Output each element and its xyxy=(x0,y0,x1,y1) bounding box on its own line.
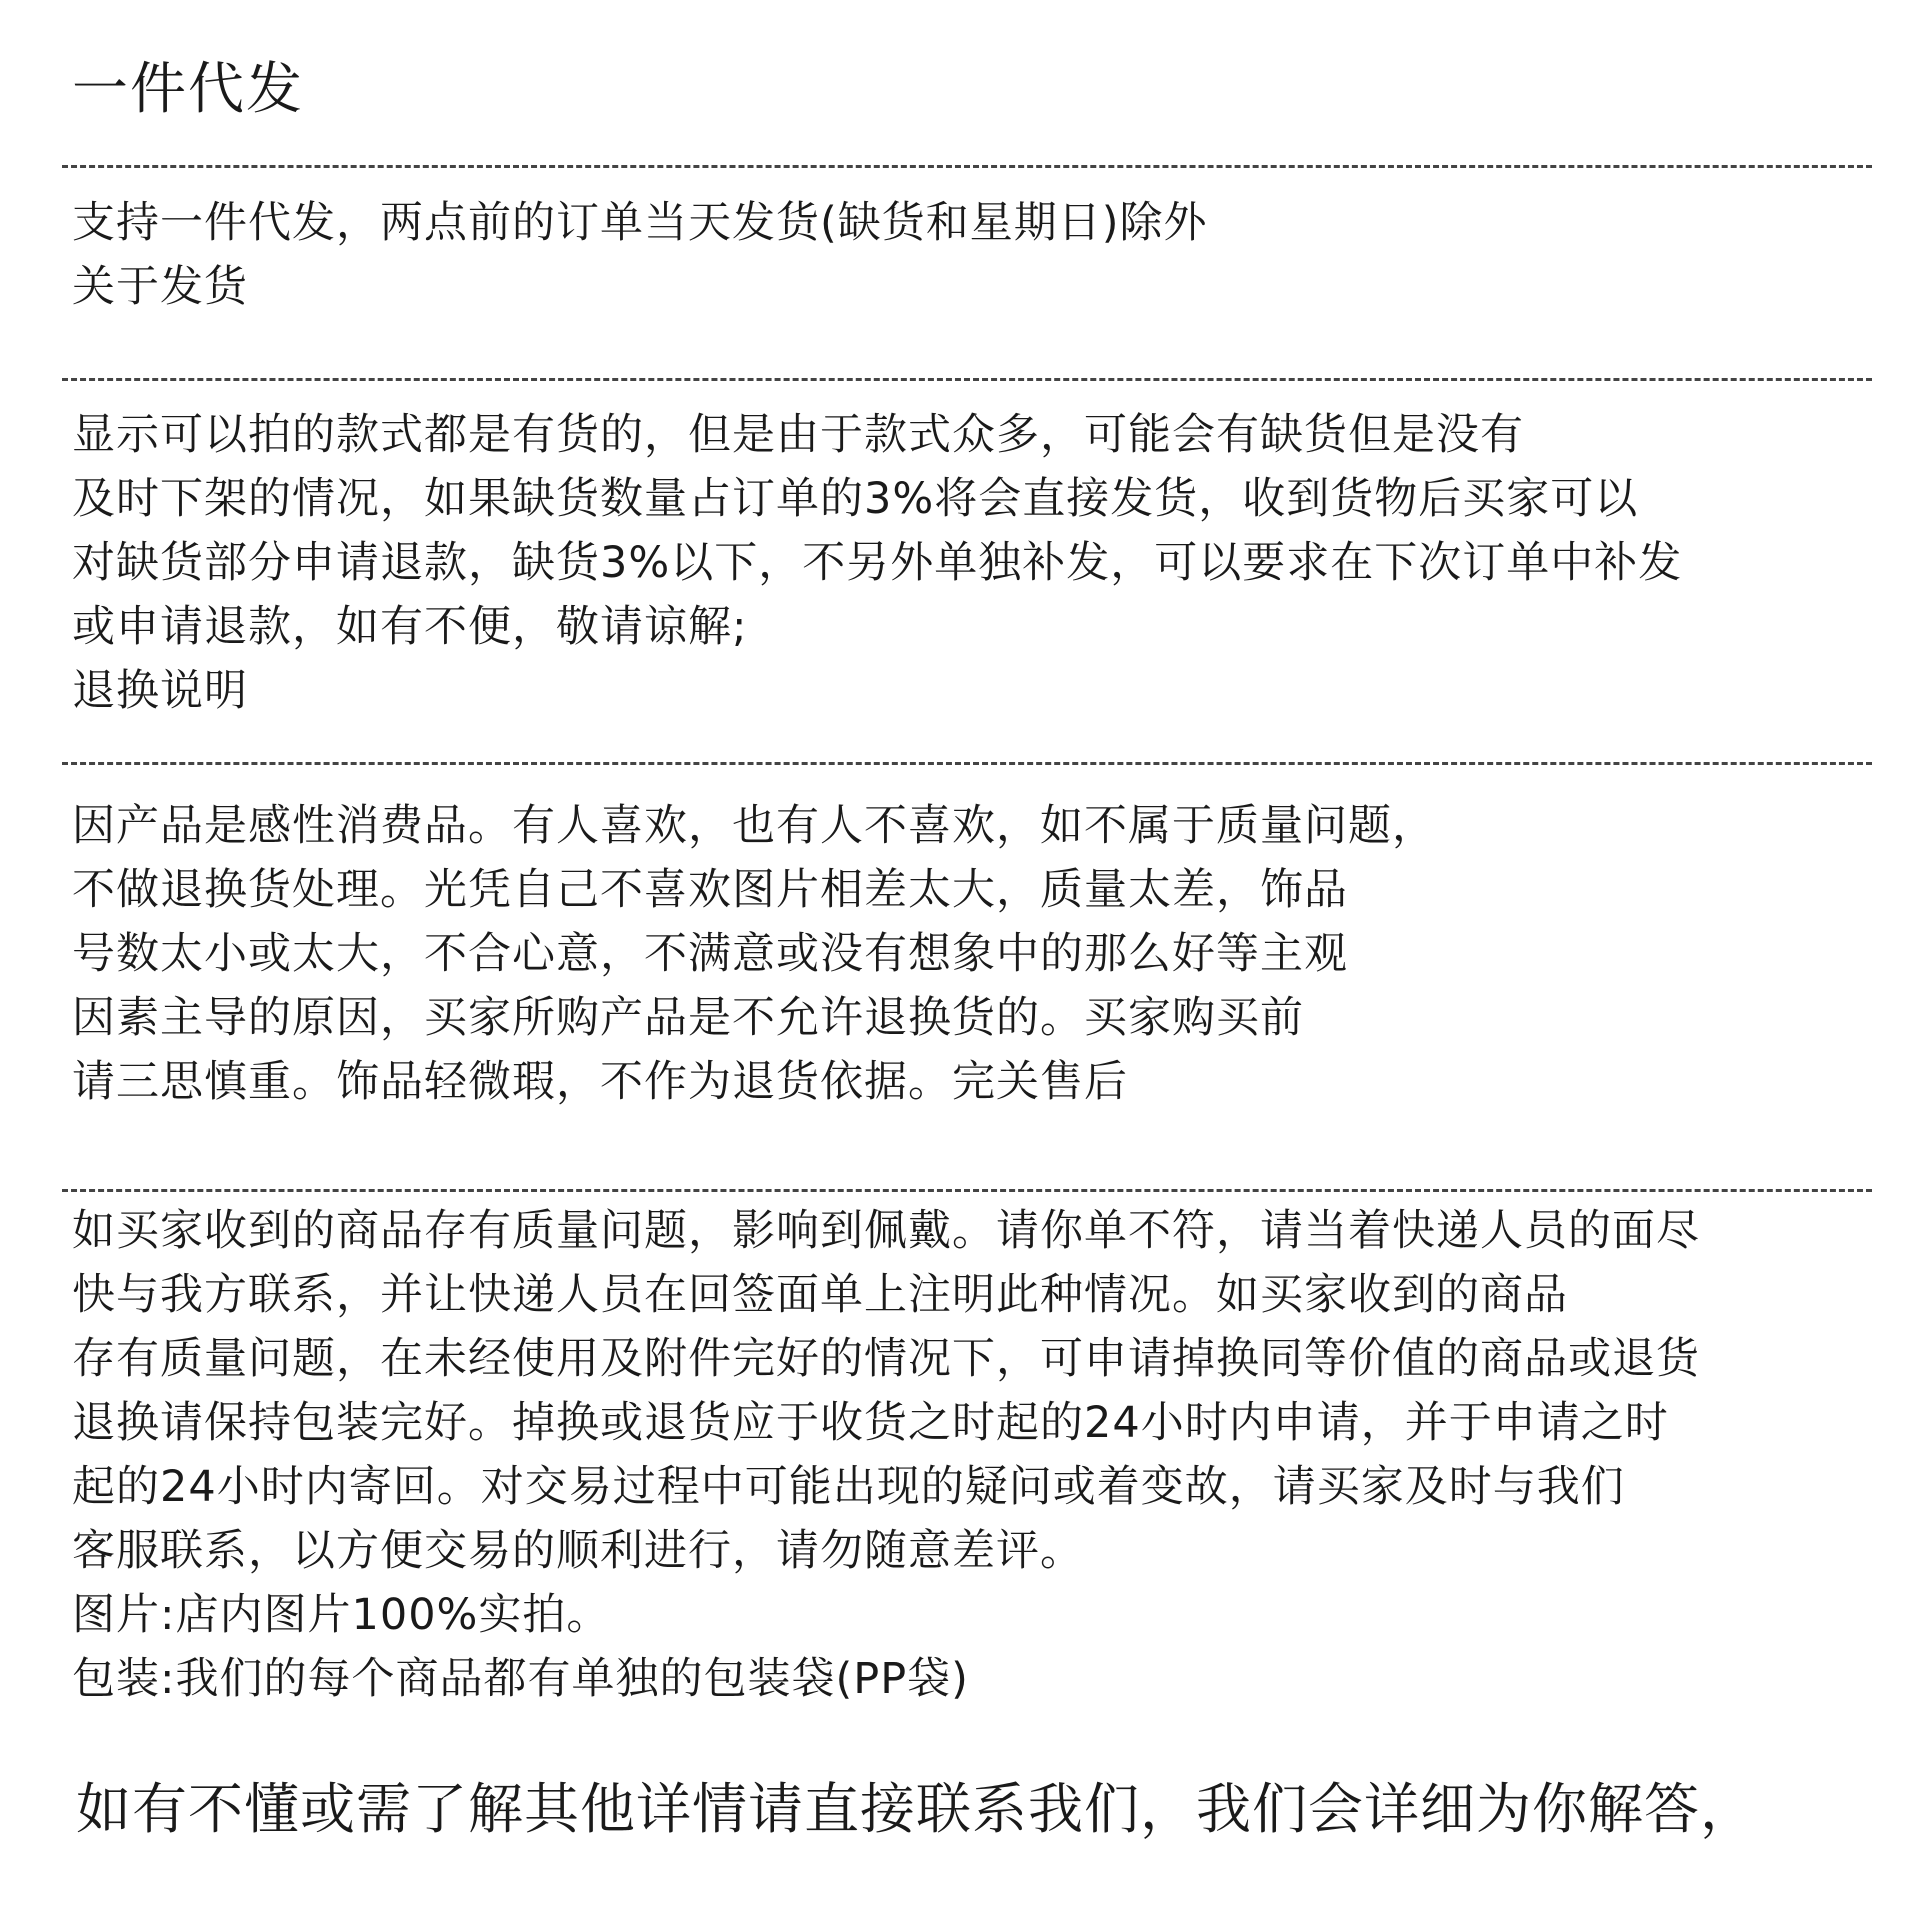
shipping-heading: 关于发货 xyxy=(72,262,248,312)
quality-issue-line: 快与我方联系，并让快递人员在回签面单上注明此种情况。如买家收到的商品 xyxy=(72,1270,1568,1320)
quality-issue-line: 如买家收到的商品存有质量问题，影响到佩戴。请你单不符，请当着快递人员的面尽 xyxy=(72,1206,1700,1256)
dashed-divider xyxy=(62,1189,1872,1192)
return-policy-line: 因素主导的原因，买家所购产品是不允许退换货的。买家购买前 xyxy=(72,993,1304,1043)
quality-issue-line: 起的24小时内寄回。对交易过程中可能出现的疑问或着变故，请买家及时与我们 xyxy=(72,1462,1625,1512)
page-title: 一件代发 xyxy=(72,57,304,122)
return-heading: 退换说明 xyxy=(72,666,248,716)
return-policy-line: 号数太小或太大，不合心意，不满意或没有想象中的那么好等主观 xyxy=(72,929,1348,979)
stock-notice-line: 或申请退款，如有不便，敬请谅解; xyxy=(72,602,748,652)
contact-footer: 如有不懂或需了解其他详情请直接联系我们，我们会详细为你解答， xyxy=(76,1777,1757,1841)
dashed-divider xyxy=(62,165,1872,168)
return-policy-line: 因产品是感性消费品。有人喜欢，也有人不喜欢，如不属于质量问题， xyxy=(72,801,1436,851)
quality-issue-line: 客服联系，以方便交易的顺利进行，请勿随意差评。 xyxy=(72,1526,1084,1576)
stock-notice-line: 及时下架的情况，如果缺货数量占订单的3%将会直接发货，收到货物后买家可以 xyxy=(72,474,1639,524)
photo-note-line: 图片:店内图片100%实拍。 xyxy=(72,1590,611,1640)
stock-notice-line: 显示可以拍的款式都是有货的，但是由于款式众多，可能会有缺货但是没有 xyxy=(72,410,1524,460)
return-policy-line: 不做退换货处理。光凭自己不喜欢图片相差太大，质量太差，饰品 xyxy=(72,865,1348,915)
return-policy-line: 请三思慎重。饰品轻微瑕，不作为退货依据。完关售后 xyxy=(72,1057,1128,1107)
quality-issue-line: 存有质量问题，在未经使用及附件完好的情况下，可申请掉换同等价值的商品或退货 xyxy=(72,1334,1700,1384)
shipping-policy-line: 支持一件代发，两点前的订单当天发货(缺货和星期日)除外 xyxy=(72,198,1208,248)
quality-issue-line: 退换请保持包装完好。掉换或退货应于收货之时起的24小时内申请，并于申请之时 xyxy=(72,1398,1669,1448)
stock-notice-line: 对缺货部分申请退款，缺货3%以下，不另外单独补发，可以要求在下次订单中补发 xyxy=(72,538,1683,588)
packaging-note-line: 包装:我们的每个商品都有单独的包装袋(PP袋) xyxy=(72,1654,969,1704)
dashed-divider xyxy=(62,762,1872,765)
dashed-divider xyxy=(62,378,1872,381)
